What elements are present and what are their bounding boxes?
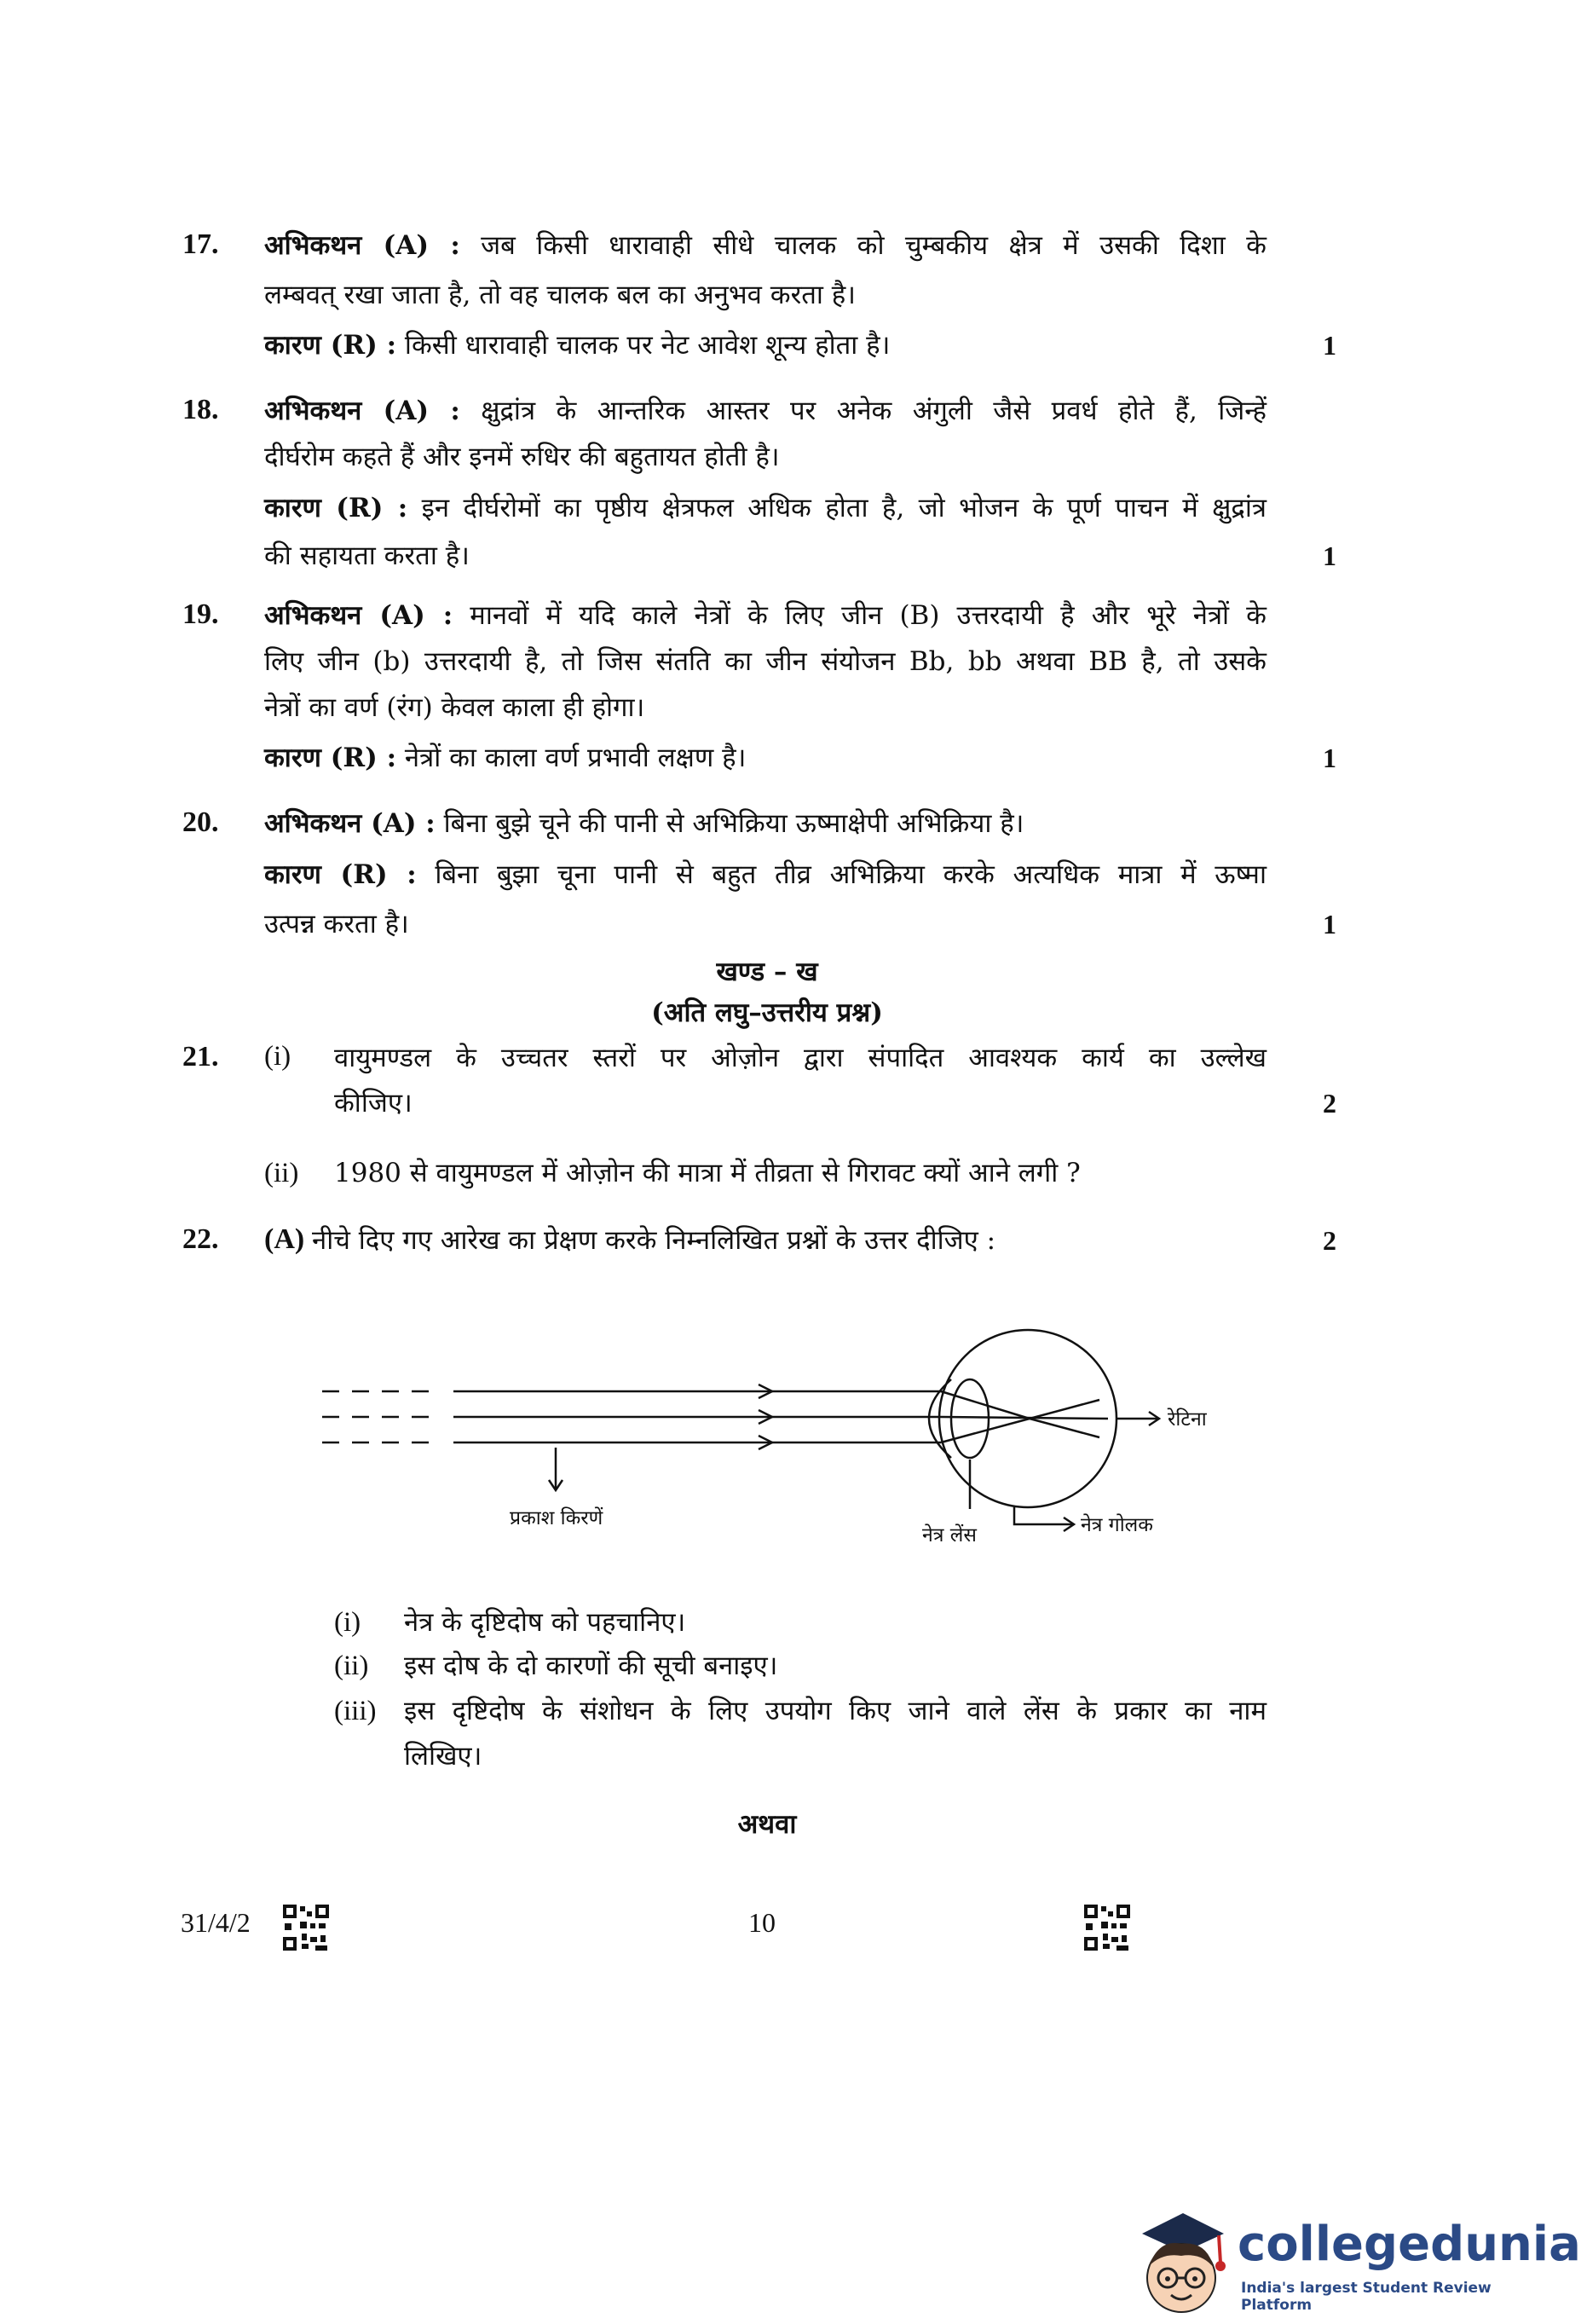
assertion-line bbox=[264, 394, 1267, 428]
qr-code-icon bbox=[281, 1903, 331, 1952]
qr-code-icon bbox=[1082, 1903, 1132, 1952]
reason-label: कारण (R) : bbox=[264, 859, 417, 890]
question-number: 18. bbox=[182, 394, 219, 425]
assertion-label: अभिकथन (A) : bbox=[264, 600, 453, 631]
marks: 1 bbox=[1323, 541, 1336, 571]
eye-lens-shape bbox=[951, 1379, 989, 1458]
brand-name: collegedunia bbox=[1238, 2217, 1581, 2272]
reason-line: की सहायता करता है। bbox=[264, 541, 470, 571]
part-label: (iii) bbox=[334, 1696, 377, 1726]
part-text: लिखिए। bbox=[404, 1741, 482, 1772]
part-label: (i) bbox=[334, 1607, 361, 1638]
part-label: (ii) bbox=[334, 1651, 369, 1681]
reason-line: उत्पन्न करता है। bbox=[264, 909, 409, 939]
assertion-text: बिना बुझे चूने की पानी से अभिक्रिया ऊष्माक्षेपी अभिक्रिया है। bbox=[443, 808, 1024, 839]
assertion-line bbox=[264, 228, 1267, 263]
assertion-line: दीर्घरोम कहते हैं और इनमें रुधिर की बहुतायत होती है। bbox=[264, 442, 780, 472]
question-number: 19. bbox=[182, 598, 219, 630]
part-text: 1980 से वायुमण्डल में ओज़ोन की मात्रा में तीव्रता से गिरावट क्यों आने लगी ? bbox=[334, 1158, 1081, 1188]
assertion-line bbox=[264, 598, 1267, 633]
marks: 1 bbox=[1323, 909, 1336, 939]
question-number: 20. bbox=[182, 806, 219, 838]
assertion-label: अभिकथन (A) : bbox=[264, 396, 460, 426]
diverging-ray bbox=[1030, 1419, 1099, 1437]
section-subtitle: (अति लघु–उत्तरीय प्रश्न) bbox=[651, 997, 883, 1028]
eye-diagram bbox=[307, 1330, 1227, 1552]
reason-line bbox=[264, 328, 890, 362]
reason-line bbox=[264, 491, 1267, 525]
leader-line bbox=[1014, 1507, 1074, 1524]
part-text: नेत्र के दृष्टिदोष को पहचानिए। bbox=[404, 1607, 686, 1638]
part-label: (i) bbox=[264, 1041, 291, 1072]
reason-label: कारण (R) : bbox=[264, 493, 408, 523]
assertion-text: मानवों में यदि काले नेत्रों के लिए जीन (B) उत्तरदायी है और भूरे नेत्रों के bbox=[470, 600, 1267, 631]
or-separator: अथवा bbox=[737, 1809, 797, 1840]
eyeball-label: नेत्र गोलक bbox=[1081, 1514, 1153, 1536]
retina-label: रेटिना bbox=[1168, 1408, 1207, 1431]
marks: 1 bbox=[1323, 743, 1336, 773]
diverging-ray bbox=[1030, 1400, 1099, 1419]
question-number: 17. bbox=[182, 228, 219, 260]
marks: 2 bbox=[1323, 1088, 1336, 1119]
reason-text: बिना बुझा चूना पानी से बहुत तीव्र अभिक्रिया करके अत्यधिक मात्रा में ऊष्मा bbox=[435, 859, 1267, 890]
section-title: खण्ड – ख bbox=[716, 957, 818, 987]
option-label: (A) bbox=[264, 1223, 305, 1255]
reason-text: नेत्रों का काला वर्ण प्रभावी लक्षण है। bbox=[404, 743, 747, 773]
marks: 1 bbox=[1323, 330, 1336, 361]
assertion-text: जब किसी धारावाही सीधे चालक को चुम्बकीय क्षेत्र में उसकी दिशा के bbox=[481, 230, 1267, 261]
assertion-line: लम्बवत् रखा जाता है, तो वह चालक बल का अनुभव करता है। bbox=[264, 280, 857, 310]
page-number: 10 bbox=[748, 1907, 776, 1938]
assertion-line: लिए जीन (b) उत्तरदायी है, तो जिस संतति का जीन संयोजन Bb, bb अथवा BB है, तो उसके bbox=[264, 646, 1267, 677]
part-text: वायुमण्डल के उच्चतर स्तरों पर ओज़ोन द्वारा संपादित आवश्यक कार्य का उल्लेख bbox=[334, 1043, 1267, 1073]
assertion-line: नेत्रों का वर्ण (रंग) केवल काला ही होगा। bbox=[264, 692, 645, 723]
assertion-label: अभिकथन (A) : bbox=[264, 230, 460, 261]
paper-code: 31/4/2 bbox=[181, 1907, 251, 1938]
mascot-icon bbox=[1125, 2200, 1236, 2319]
marks: 2 bbox=[1323, 1225, 1336, 1256]
question-number: 21. bbox=[182, 1041, 219, 1072]
part-text: कीजिए। bbox=[334, 1088, 413, 1119]
reason-text: किसी धारावाही चालक पर नेट आवेश शून्य होता है। bbox=[404, 330, 891, 361]
reason-line bbox=[264, 741, 746, 775]
question-prompt: नीचे दिए गए आरेख का प्रेक्षण करके निम्नलिखित प्रश्नों के उत्तर दीजिए : bbox=[312, 1225, 996, 1256]
assertion-text: क्षुद्रांत्र के आन्तरिक आस्तर पर अनेक अंगुली जैसे प्रवर्ध होते हैं, जिन्हें bbox=[481, 396, 1267, 426]
part-label: (ii) bbox=[264, 1158, 299, 1188]
assertion-line bbox=[264, 806, 1024, 841]
reason-line bbox=[264, 858, 1267, 892]
question-number: 22. bbox=[182, 1223, 219, 1255]
part-text: इस दोष के दो कारणों की सूची बनाइए। bbox=[404, 1651, 778, 1681]
assertion-label: अभिकथन (A) : bbox=[264, 808, 436, 839]
part-text: इस दृष्टिदोष के संशोधन के लिए उपयोग किए जाने वाले लेंस के प्रकार का नाम bbox=[404, 1696, 1267, 1726]
reason-text: इन दीर्घरोमों का पृष्ठीय क्षेत्रफल अधिक होता है, जो भोजन के पूर्ण पाचन में क्षुद्रांत्र bbox=[421, 493, 1267, 523]
eye-lens-label: नेत्र लेंस bbox=[922, 1524, 977, 1546]
reason-label: कारण (R) : bbox=[264, 743, 397, 773]
reason-label: कारण (R) : bbox=[264, 330, 397, 361]
brand-tagline: India's largest Student Review Platform bbox=[1241, 2280, 1492, 2314]
light-rays-label: प्रकाश किरणें bbox=[510, 1507, 603, 1529]
refracted-ray bbox=[941, 1417, 1108, 1419]
